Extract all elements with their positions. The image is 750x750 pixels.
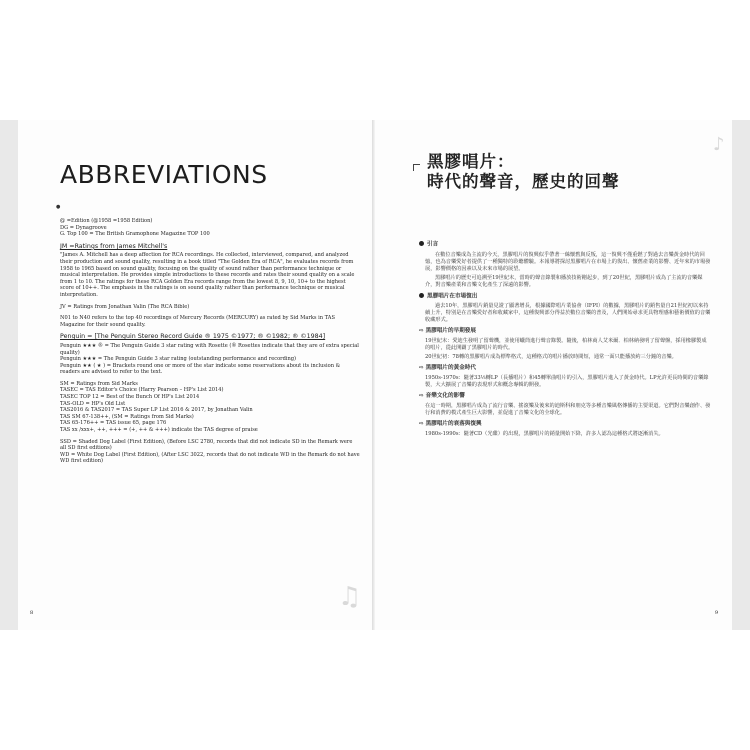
bullet-icon (419, 293, 424, 298)
section-heading (419, 241, 711, 249)
list-item: SSD = Shaded Dog Label (First Edition), (Before LSC 2780, records that did not indicate SD in the Remark were all SD first editions) (60, 438, 353, 452)
abbreviation-list (60, 218, 360, 465)
paragraph: 20世紀初：78轉的黑膠唱片成為標準格式，這種格式的唱片播放時間短，通常一面只能播放約三分鐘的音樂。 (425, 354, 677, 360)
paragraph: 黑膠唱片的歷史可追溯至19世紀末，當時的聲音錄製和播放技術剛起步，到了20世紀，黑膠唱片成為了主流的音樂媒介，對音樂產業和音樂文化產生了深遠的影響。 (425, 274, 703, 288)
list-item: TAS2016 & TAS2017 = TAS Super LP List 2016 & 2017, by Jonathan Valin (60, 407, 253, 414)
corner-mark-icon (413, 164, 420, 171)
music-note-icon: ♪ (713, 134, 725, 155)
right-page (375, 120, 732, 630)
section-heading (419, 393, 711, 400)
list-item: G. Top 100 = The British Gramophone Magazine TOP 100 (60, 231, 210, 238)
bullet-icon (419, 241, 424, 246)
left-page (18, 120, 375, 630)
section-heading-label: ⇨ 黑膠唱片的早期發展 (419, 328, 476, 334)
section-heading-penguin: Penguin = [The Penguin Stereo Record Guide ® 1975 ©1977; ® ©1982; ® ©1984] (60, 333, 326, 341)
paragraph: 19世紀末：愛迪生發明了留聲機，並使用蠟筒進行聲音錄製。隨後，柏林商人艾米爾．柏林納發明了留聲盤，採用橡膠製成的唱片，從此開闢了黑膠唱片的時代。 (425, 338, 707, 351)
list-item: Penguin ★★★ = The Penguin Guide 3 star rating (outstanding performance and recording) (60, 356, 296, 363)
list-item: TAS 65-176++ = TAS issue 65, page 176 (60, 420, 167, 427)
paragraph: 1980s-1990s：隨著CD（光碟）的出現，黑膠唱片的銷量開始下降，許多人認為這種格式將逐漸消失。 (425, 431, 664, 437)
page-title (427, 152, 620, 192)
list-item: @ =Edition (@1958 =1958 Edition) (60, 218, 153, 224)
list-item: JV = Ratings from Jonathan Valin (The RCA Bible) (60, 303, 190, 310)
paragraph: 在數位音樂成為主流的今天，黑膠唱片的復興似乎帶著一絲懷舊與反叛，這一復興不僅重燃了對過去音樂黃金時代的回憶，也為音樂愛好者提供了一種獨特的聆聽體驗。本報導將探討黑膠唱片在市場上的復出、懷舊產業的影響、近年來的市場發展，影響價格的因素以及未來市場的展望。 (425, 251, 711, 272)
title-marker: ● (56, 204, 61, 210)
paragraph: 在這一時期，黑膠唱片成為了流行音樂、搖滾樂及後來的迪斯科和朋克等多種音樂風格傳播的主要渠道。它們對音樂創作、發行和消費的模式產生巨大影響，並促進了音樂文化的全球化。 (425, 403, 711, 416)
section-heading (419, 328, 711, 335)
section-heading-jm: JM =Ratings from James Mitchell's (60, 242, 168, 250)
section-heading-label: 黑膠唱片在市場復出 (427, 293, 478, 299)
title-line-1: 黑膠唱片： (427, 152, 515, 171)
section-heading (419, 365, 711, 372)
list-item: Penguin ★★★ ® = The Penguin Guide 3 star rating with Rosette (® Rosettes indicate that they are of extra special quality) (60, 342, 359, 356)
page-title: ABBREVIATIONS (60, 160, 268, 189)
music-note-icon: ♫ (338, 582, 362, 612)
list-item: SM = Ratings from Sid Marks (60, 380, 138, 387)
section-heading (419, 421, 711, 428)
section-heading-label: ⇨ 音樂文化的影響 (419, 393, 465, 399)
list-item: WD = White Dog Label (First Edition), (After LSC 3022, records that do not indicate WD in the Remark do not have WD first edition) (60, 451, 360, 465)
list-item: Penguin ★★ ( ★ ) = Brackets round one or more of the star indicate some reservations about its inclusion & readers are advised to refer to the text. (60, 362, 341, 376)
title-line-2: 時代的聲音，歷史的回聲 (427, 172, 620, 191)
list-item: TAS-OLD = HP's Old List (60, 400, 126, 407)
section-heading-label: ⇨ 黑膠唱片的黃金時代 (419, 365, 476, 371)
list-item: TASEC = TAS Editor's Choice (Harry Pearson – HP's List 2014) (60, 387, 224, 394)
page-number-left: 8 (30, 610, 34, 616)
list-item: TAS SM 67-138++, (SM = Ratings from Sid Marks) (60, 413, 194, 420)
article-body (419, 237, 711, 440)
list-item: TAS xx /xxx+, ++, +++ = (+, ++ & +++) indicate the TAS degree of praise (60, 427, 258, 434)
paragraph: 1950s-1970s：隨著33⅓轉LP（長播唱片）和45轉單曲唱片的引入，黑膠唱片進入了黃金時代。LP允許更長時間的音樂錄製，大大擴展了音樂的表現形式和概念專輯的開發。 (425, 375, 709, 388)
paragraph: 過去10年，黑膠唱片銷量見證了顯著增長，根據國際唱片業協會（IFPI）的數據，黑膠唱片的銷售量自21世紀初以來持續上升，特別是在音樂愛好者和收藏家中，這種復興部分得益於數位音樂的普及，人們開始尋求更具物理感和藝術價值的音樂收藏形式。 (425, 303, 711, 323)
jm-paragraph: "James A. Mitchell has a deep affection for RCA recordings. He collected, interviewed, compared, and analyzed their production and sound quality, resulting in a book titled "The Golden Era of RCA", he evaluates records from 1958 to 1965 based on sound quality, focusing on the quality of sound rather than performance technique or musical interpretation. He provides simple introductions to these records and rates their sound quality on a scale from 1 to 10. The ratings for these RCA Golden Era records range from the lowest 8, 9, 10, 10+ to the highest score of 10++. The emphasis in the ratings is on sound quality rather than performance technique or musical interpretation. (60, 252, 355, 298)
section-heading-label: 引言 (427, 241, 439, 248)
n01-paragraph: N01 to N40 refers to the top 40 recordings of Mercury Records (MERCURY) as rated by Sid Marks in TAS Magazine for their sound quality. (60, 315, 335, 328)
section-heading-label: ⇨ 黑膠唱片的衰落與復興 (419, 421, 482, 427)
list-item: DG = Dynagroove (60, 224, 107, 231)
page-number-right: 9 (714, 610, 718, 616)
list-item: TASEC TOP 12 = Best of the Bunch Of HP's List 2014 (60, 394, 200, 401)
section-heading (419, 293, 711, 301)
